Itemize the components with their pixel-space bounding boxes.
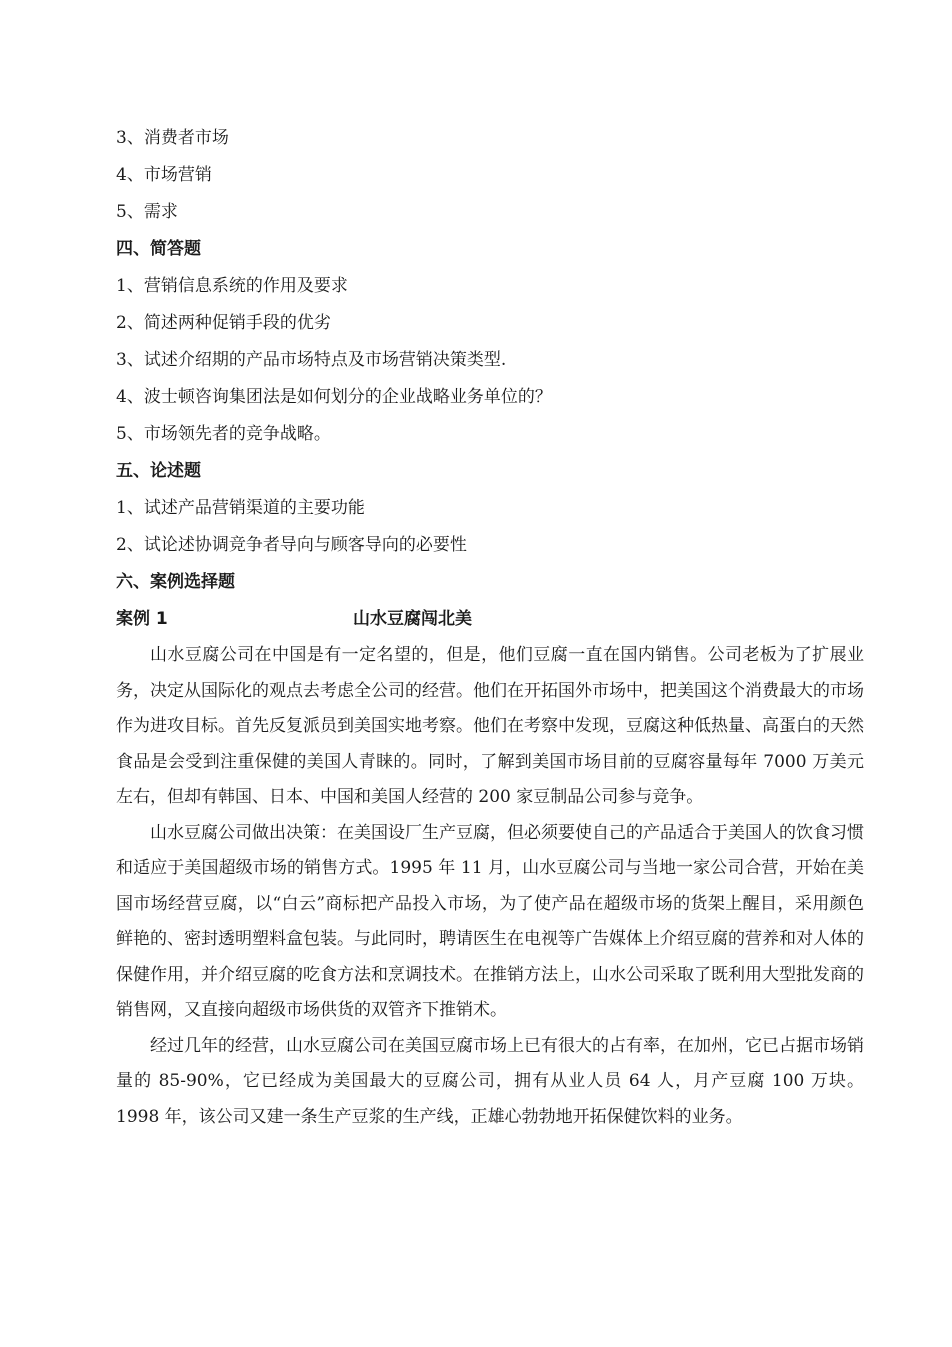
case-paragraph: 山水豆腐公司做出决策：在美国设厂生产豆腐，但必须要使自己的产品适合于美国人的饮食习惯和适应于美国超级市场的销售方式。1995 年 11 月，山水豆腐公司与当地一家公司合营，开始在美国市场经营豆腐，以“白云”商标把产品投入市场，为了使产品在超级市场的货架上醒目，采用颜色鲜艳的、密封透明塑料盒包装。与此同时，聘请医生在电视等广告媒体上介绍豆腐的营养和对人体的保健作用，并介绍豆腐的吃食方法和烹调技术。在推销方法上，山水公司采取了既利用大型批发商的销售网，又直接向超级市场供货的双管齐下推销术。 <box>116 822 864 1020</box>
list-item: 2、简述两种促销手段的优劣 <box>116 313 331 333</box>
list-item: 5、需求 <box>116 202 178 222</box>
case-paragraph: 山水豆腐公司在中国是有一定名望的，但是，他们豆腐一直在国内销售。公司老板为了扩展业务，决定从国际化的观点去考虑全公司的经营。他们在开拓国外市场中，把美国这个消费最大的市场作为进攻目标。首先反复派员到美国实地考察。他们在考察中发现，豆腐这种低热量、高蛋白的天然食品是会受到注重保健的美国人青睐的。同时，了解到美国市场目前的豆腐容量每年 7000 万美元左右，但却有韩国、日本、中国和美国人经营的 200 家豆制品公司参与竞争。 <box>116 645 864 807</box>
page-content <box>116 120 864 1135</box>
list-item: 1、营销信息系统的作用及要求 <box>116 276 348 296</box>
section-heading-short-answer: 四、简答题 <box>116 239 201 259</box>
list-item: 4、波士顿咨询集团法是如何划分的企业战略业务单位的？ <box>116 387 552 407</box>
list-item: 3、消费者市场 <box>116 128 229 148</box>
list-item: 3、试述介绍期的产品市场特点及市场营销决策类型. <box>116 350 507 370</box>
list-item: 1、试述产品营销渠道的主要功能 <box>116 498 365 518</box>
list-item: 4、市场营销 <box>116 165 212 185</box>
list-item: 2、试论述协调竞争者导向与顾客导向的必要性 <box>116 535 467 555</box>
list-item: 5、市场领先者的竞争战略。 <box>116 424 331 444</box>
case-title: 山水豆腐闯北美 <box>353 609 472 629</box>
case-header <box>116 601 864 638</box>
section-heading-essay: 五、论述题 <box>116 461 201 481</box>
case-paragraph: 经过几年的经营，山水豆腐公司在美国豆腐市场上已有很大的占有率，在加州，它已占据市场销量的 85-90%，它已经成为美国最大的豆腐公司，拥有从业人员 64 人，月产豆腐 100 万块。1998 年，该公司又建一条生产豆浆的生产线，正雄心勃勃地开拓保健饮料的业务。 <box>116 1035 864 1127</box>
section-heading-case-study: 六、案例选择题 <box>116 572 235 592</box>
case-label: 案例 1 <box>116 609 168 629</box>
